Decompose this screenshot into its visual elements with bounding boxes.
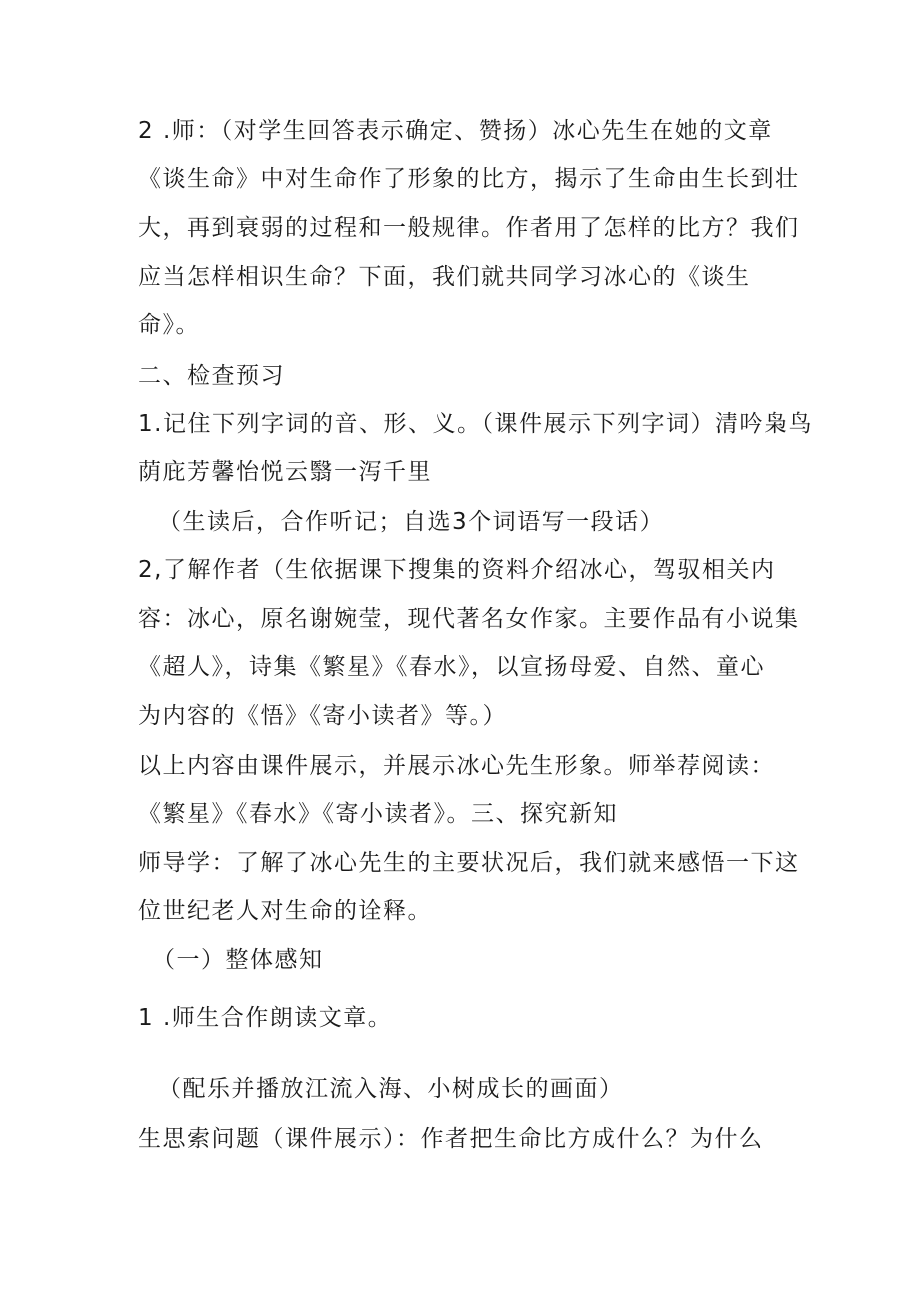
paragraph-line: （配乐并播放江流入海、小树成长的画面） bbox=[158, 1076, 624, 1102]
paragraph-line: 2,了解作者（生依据课下搜集的资料介绍冰心，驾驭相关内 bbox=[138, 557, 776, 583]
paragraph-line: 2 .师：（对学生回答表示确定、赞扬）冰心先生在她的文章 bbox=[138, 118, 773, 144]
paragraph-line: 命》。 bbox=[138, 312, 200, 338]
paragraph-line: 以上内容由课件展示，并展示冰心先生形象。师举荐阅读： bbox=[138, 753, 775, 779]
paragraph-line: （生读后，合作听记；自选3个词语写一段话） bbox=[158, 509, 665, 535]
paragraph-line: 《超人》，诗集《繁星》《春水》，以宣扬母爱、自然、童心 bbox=[138, 654, 765, 680]
paragraph-line: 生思索问题（课件展示）：作者把生命比方成什么？为什么 bbox=[138, 1126, 764, 1152]
paragraph-line: 《谈生命》中对生命作了形象的比方，揭示了生命由生长到壮 bbox=[138, 166, 800, 192]
paragraph-line: 《繁星》《春水》《寄小读者》。三、探究新知 bbox=[138, 801, 618, 827]
paragraph-line: 容：冰心，原名谢婉莹，现代著名女作家。主要作品有小说集 bbox=[138, 606, 800, 632]
section-heading: 二、检查预习 bbox=[138, 363, 285, 389]
paragraph-line: 1.记住下列字词的音、形、义。（课件展示下列字词）清吟枭鸟 bbox=[138, 411, 813, 437]
paragraph-line: 应当怎样相识生命？下面，我们就共同学习冰心的《谈生 bbox=[138, 264, 751, 290]
paragraph-line: 为内容的《悟》《寄小读者》等。） bbox=[138, 703, 507, 729]
paragraph-line: 师导学：了解了冰心先生的主要状况后，我们就来感悟一下这 bbox=[138, 850, 800, 876]
paragraph-line: 1 .师生合作朗读文章。 bbox=[138, 1005, 393, 1031]
section-heading: （一）整体感知 bbox=[152, 947, 324, 973]
paragraph-line: 大，再到衰弱的过程和一般规律。作者用了怎样的比方？我们 bbox=[138, 215, 800, 241]
paragraph-line: 荫庇芳馨怡悦云翳一泻千里 bbox=[138, 459, 432, 485]
paragraph-line: 位世纪老人对生命的诠释。 bbox=[138, 898, 432, 924]
